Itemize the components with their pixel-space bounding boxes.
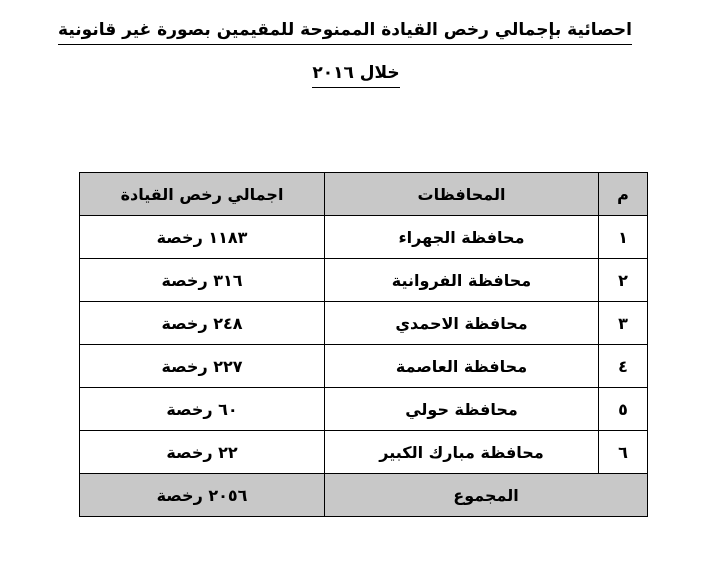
page-subtitle	[80, 62, 632, 88]
row-index: ٤	[599, 345, 648, 388]
row-licenses: ٢٢ رخصة	[80, 431, 325, 474]
header-governorate: المحافظات	[325, 173, 599, 216]
table-row	[80, 345, 648, 388]
header-index: م	[599, 173, 648, 216]
row-governorate: محافظة الفروانية	[325, 259, 599, 302]
row-index: ١	[599, 216, 648, 259]
table-total-row	[80, 474, 648, 517]
row-licenses: ٢٢٧ رخصة	[80, 345, 325, 388]
row-index: ٦	[599, 431, 648, 474]
row-licenses: ١١٨٣ رخصة	[80, 216, 325, 259]
row-index: ٣	[599, 302, 648, 345]
row-licenses: ٣١٦ رخصة	[80, 259, 325, 302]
licenses-table	[79, 172, 648, 517]
table-row	[80, 388, 648, 431]
page-title	[58, 19, 632, 45]
row-governorate: محافظة الجهراء	[325, 216, 599, 259]
row-index: ٢	[599, 259, 648, 302]
page-title-text: احصائية بإجمالي رخص القيادة الممنوحة للمقيمين بصورة غير قانونية	[58, 19, 632, 45]
row-licenses: ٦٠ رخصة	[80, 388, 325, 431]
total-licenses: ٢٠٥٦ رخصة	[80, 474, 325, 517]
total-label: المجموع	[325, 474, 648, 517]
table-row	[80, 216, 648, 259]
table-row	[80, 302, 648, 345]
row-index: ٥	[599, 388, 648, 431]
table-row	[80, 431, 648, 474]
page-subtitle-text: خلال ٢٠١٦	[312, 62, 399, 88]
header-licenses: اجمالي رخص القيادة	[80, 173, 325, 216]
table-row	[80, 259, 648, 302]
row-governorate: محافظة حولي	[325, 388, 599, 431]
row-governorate: محافظة العاصمة	[325, 345, 599, 388]
row-governorate: محافظة مبارك الكبير	[325, 431, 599, 474]
table-header-row	[80, 173, 648, 216]
row-governorate: محافظة الاحمدي	[325, 302, 599, 345]
row-licenses: ٢٤٨ رخصة	[80, 302, 325, 345]
